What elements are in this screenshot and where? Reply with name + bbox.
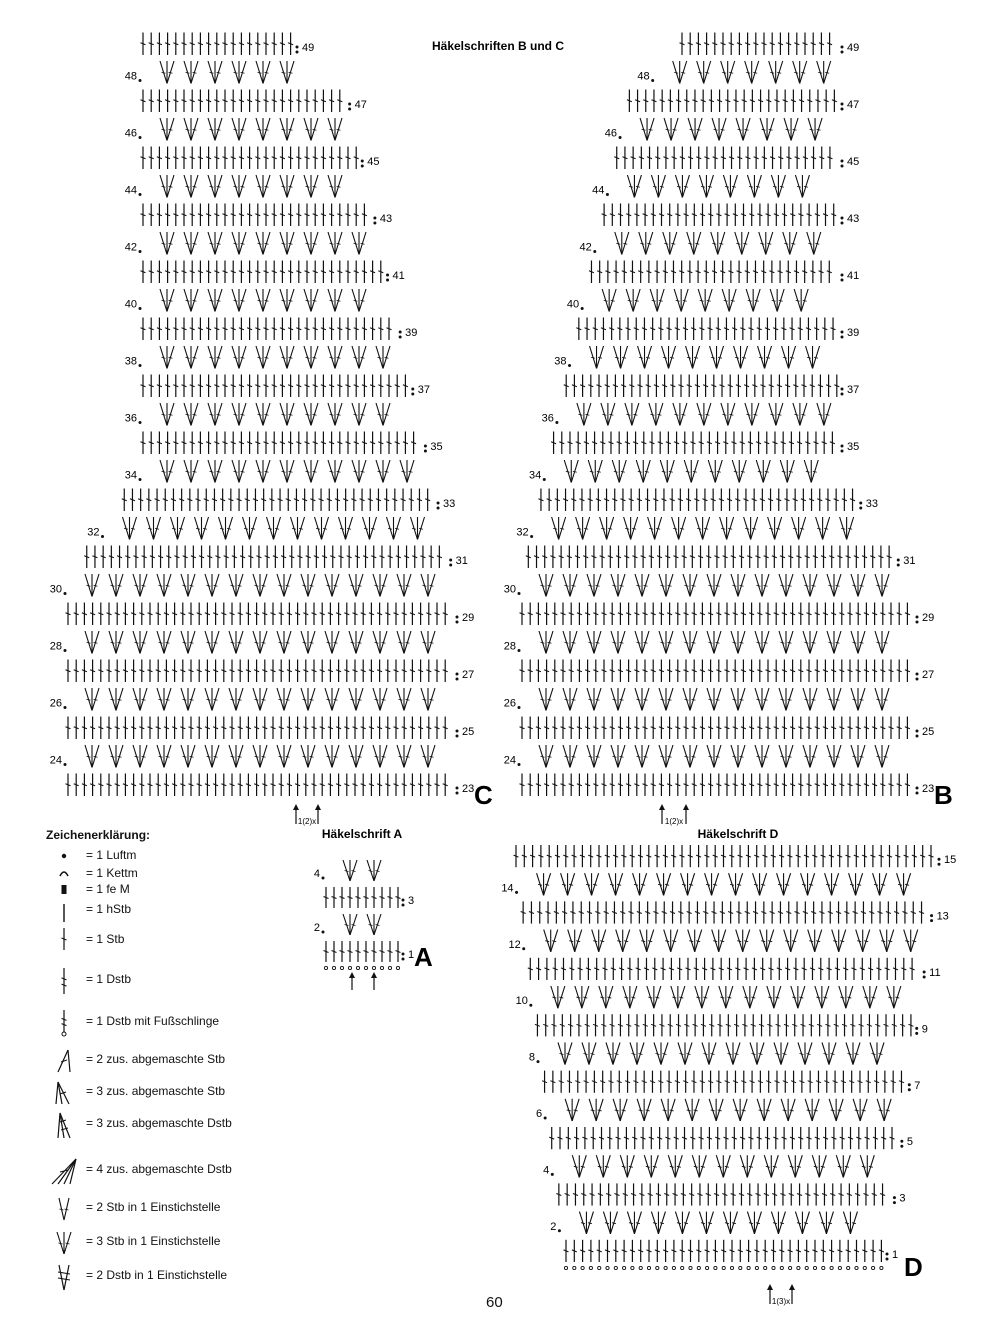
legend-label: = 1 Kettm (86, 866, 138, 880)
legend-item-tr3tog (50, 1110, 290, 1140)
legend-item-tr4tog (50, 1156, 290, 1186)
page-number: 60 (486, 1294, 503, 1311)
row-label-C-42: 42 (124, 241, 137, 254)
row-label-C-48: 48 (124, 70, 137, 83)
row-label-B-47: 47 (847, 99, 860, 111)
row-label-D-6: 6 (536, 1108, 543, 1120)
row-label-D-15: 15 (944, 854, 957, 867)
row-label-D-5: 5 (906, 1136, 913, 1149)
row-label-C-39: 39 (405, 327, 418, 339)
row-label-C-41: 41 (392, 270, 405, 282)
row-label-A-4: 4 (313, 868, 320, 880)
row-label-A-1: 1 (408, 949, 415, 961)
chart-letter-A: A (414, 942, 433, 972)
row-label-D-4: 4 (543, 1164, 550, 1177)
row-label-C-27: 27 (462, 669, 475, 681)
row-label-B-37: 37 (847, 384, 860, 396)
row-label-A-3: 3 (408, 895, 415, 907)
row-label-B-27: 27 (922, 669, 935, 681)
chart-letter-B: B (934, 780, 953, 810)
chart-letter-D: D (904, 1252, 923, 1282)
row-label-C-35: 35 (430, 441, 443, 453)
chart-b (504, 33, 953, 827)
row-label-D-7: 7 (914, 1079, 921, 1092)
legend-label: = 1 Dstb mit Fußschlinge (86, 1014, 220, 1028)
row-label-B-24: 24 (503, 754, 516, 767)
title-chart-d: Häkelschrift D (697, 827, 779, 841)
row-label-B-25: 25 (922, 726, 935, 738)
row-label-C-49: 49 (302, 42, 315, 54)
row-label-D-8: 8 (528, 1051, 535, 1064)
legend-label: = 1 Luftm (86, 848, 137, 862)
dc3tog-icon (50, 1078, 82, 1108)
treble-foot-loop-icon (50, 1008, 82, 1038)
row-label-B-35: 35 (847, 441, 860, 453)
legend-label: = 3 zus. abgemaschte Stb (86, 1084, 226, 1098)
row-label-B-38: 38 (554, 355, 567, 368)
row-label-B-34: 34 (529, 469, 542, 482)
legend-label: = 2 zus. abgemaschte Stb (86, 1052, 226, 1066)
tr3tog-icon (50, 1110, 82, 1140)
chart-c (50, 33, 493, 827)
row-label-C-43: 43 (379, 213, 393, 225)
row-label-D-1: 1 (892, 1249, 899, 1261)
row-label-D-2: 2 (550, 1220, 557, 1233)
row-label-B-49: 49 (847, 42, 860, 54)
row-label-D-9: 9 (921, 1023, 928, 1036)
row-label-D-10: 10 (515, 995, 528, 1008)
row-label-C-25: 25 (462, 726, 475, 738)
repeat-label-C: 1(2)x (297, 817, 317, 826)
legend-label: = 4 zus. abgemaschte Dstb (86, 1162, 232, 1176)
tr4tog-icon (50, 1156, 82, 1186)
row-label-B-45: 45 (847, 156, 860, 168)
row-label-B-33: 33 (865, 498, 878, 510)
legend-label: = 1 hStb (86, 902, 132, 916)
row-label-B-44: 44 (592, 184, 605, 197)
legend-label: = 1 Dstb (86, 972, 132, 986)
row-label-C-32: 32 (87, 526, 100, 539)
row-label-B-26: 26 (503, 697, 516, 710)
row-label-B-29: 29 (922, 612, 935, 624)
legend-item-dc3tog (50, 1078, 290, 1108)
row-label-A-2: 2 (313, 922, 320, 934)
legend-item-dc3-in-one (50, 1228, 290, 1258)
row-label-D-3: 3 (899, 1192, 906, 1205)
legend-item-tr2-in-one (50, 1262, 290, 1292)
repeat-label-D: 1(3)x (771, 1297, 791, 1306)
title-charts-b-c: Häkelschriften B und C (431, 39, 565, 53)
legend-item-dc2tog (50, 1046, 290, 1076)
repeat-label-B: 1(2)x (664, 817, 684, 826)
row-label-D-12: 12 (508, 938, 521, 951)
row-label-D-11: 11 (929, 967, 941, 979)
row-label-D-13: 13 (936, 910, 949, 923)
legend-label: = 3 Stb in 1 Einstichstelle (86, 1234, 221, 1248)
row-label-B-28: 28 (503, 640, 516, 653)
row-label-B-36: 36 (541, 412, 554, 425)
row-label-C-36: 36 (124, 412, 137, 425)
row-label-B-42: 42 (579, 241, 592, 254)
row-label-D-14: 14 (501, 882, 514, 895)
row-label-B-43: 43 (847, 213, 860, 225)
row-label-B-41: 41 (847, 270, 860, 282)
row-label-C-45: 45 (367, 156, 380, 168)
double-crochet-icon (50, 926, 82, 956)
legend-item-treble-crochet (50, 966, 290, 996)
row-label-B-46: 46 (604, 127, 618, 140)
row-label-C-38: 38 (124, 355, 137, 368)
legend-item-dc2-in-one (50, 1194, 290, 1224)
tr2-in-one-icon (50, 1262, 82, 1292)
row-label-C-40: 40 (124, 298, 137, 311)
legend-label: = 3 zus. abgemaschte Dstb (86, 1116, 232, 1130)
dc2-in-one-icon (50, 1194, 82, 1224)
chart-d (501, 845, 956, 1306)
legend-label: = 1 fe M (86, 882, 130, 896)
row-label-B-39: 39 (847, 327, 860, 339)
row-label-B-23: 23 (922, 783, 935, 795)
row-label-C-34: 34 (124, 469, 137, 482)
legend-title: Zeichenerklärung: (46, 828, 151, 842)
row-label-B-30: 30 (503, 583, 516, 596)
legend-label: = 2 Dstb in 1 Einstichstelle (86, 1268, 228, 1282)
row-label-B-40: 40 (566, 298, 580, 311)
dc3-in-one-icon (50, 1228, 82, 1258)
dc2tog-icon (50, 1046, 82, 1076)
legend-label: = 2 Stb in 1 Einstichstelle (86, 1200, 221, 1214)
row-label-C-28: 28 (49, 640, 62, 653)
row-label-B-32: 32 (516, 526, 529, 539)
row-label-C-44: 44 (124, 184, 137, 197)
row-label-C-24: 24 (49, 754, 62, 767)
row-label-C-29: 29 (462, 612, 475, 624)
row-label-C-26: 26 (49, 697, 62, 710)
row-label-C-37: 37 (417, 384, 431, 396)
row-label-B-48: 48 (637, 70, 650, 83)
row-label-C-31: 31 (455, 555, 468, 567)
row-label-C-33: 33 (443, 498, 456, 510)
legend-item-treble-foot-loop (50, 1008, 290, 1038)
row-label-C-23: 23 (462, 783, 475, 795)
legend-item-double-crochet (50, 926, 290, 956)
row-label-B-31: 31 (903, 555, 916, 567)
row-label-C-30: 30 (49, 583, 62, 596)
row-label-C-46: 46 (124, 127, 137, 140)
legend-label: = 1 Stb (86, 932, 125, 946)
title-chart-a: Häkelschrift A (321, 827, 403, 841)
chart-letter-C: C (474, 780, 493, 810)
chart-a (314, 860, 433, 990)
treble-crochet-icon (50, 966, 82, 996)
row-label-C-47: 47 (354, 99, 367, 111)
